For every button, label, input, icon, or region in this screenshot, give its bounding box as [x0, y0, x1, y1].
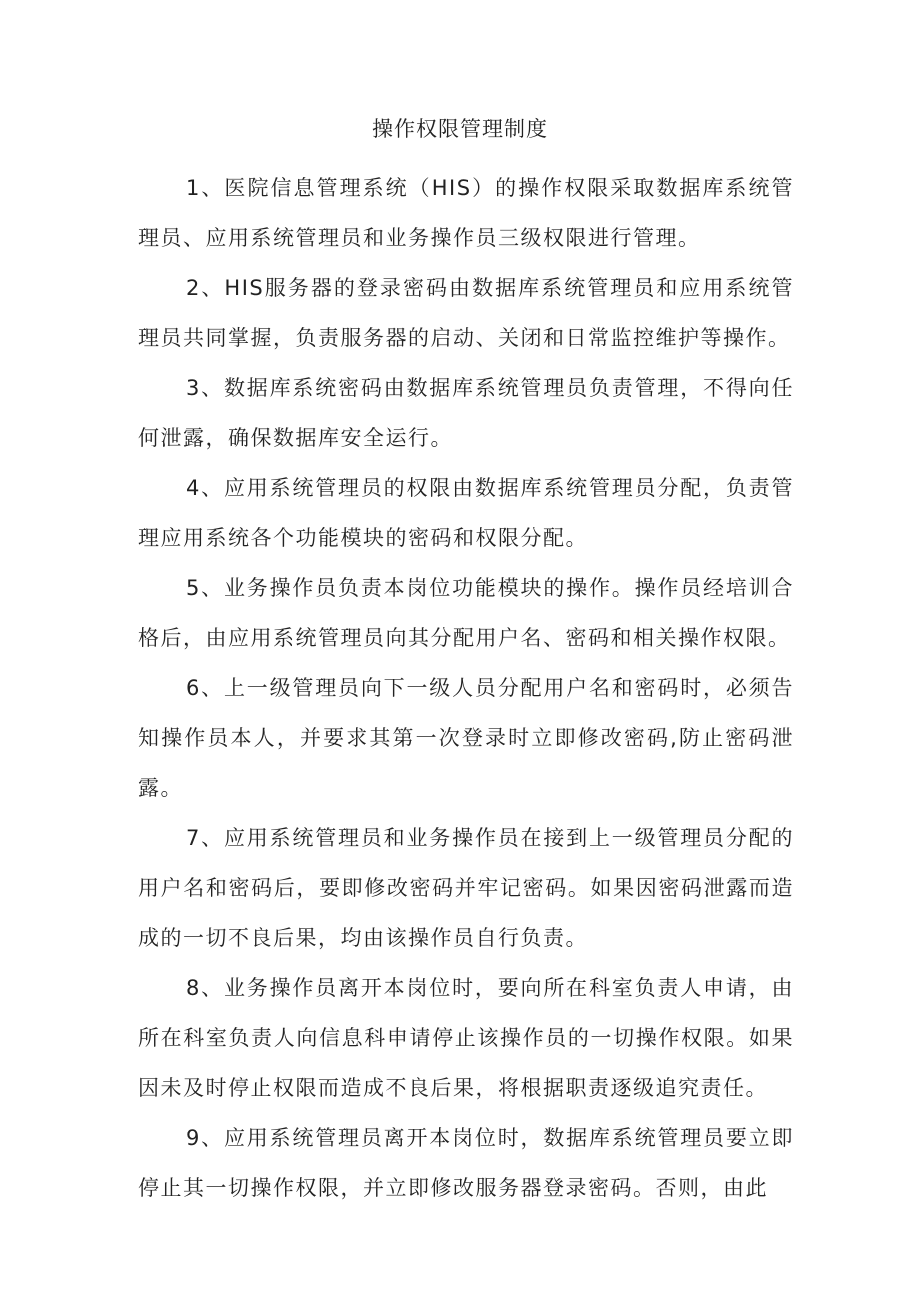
- paragraph-2: 2、HIS服务器的登录密码由数据库系统管理员和应用系统管理员共同掌握，负责服务器的启动、关闭和日常监控维护等操作。: [138, 276, 794, 350]
- paragraph-4: 4、应用系统管理员的权限由数据库系统管理员分配，负责管理应用系统各个功能模块的密码和权限分配。: [138, 476, 794, 550]
- paragraph-9: 9、应用系统管理员离开本岗位时，数据库系统管理员要立即停止其一切操作权限，并立即修改服务器登录密码。否则，由此: [138, 1126, 794, 1200]
- paragraph-8: 8、业务操作员离开本岗位时，要向所在科室负责人申请，由所在科室负责人向信息科申请停止该操作员的一切操作权限。如果因未及时停止权限而造成不良后果，将根据职责逐级追究责任。: [138, 976, 794, 1100]
- paragraph-1: 1、医院信息管理系统（HIS）的操作权限采取数据库系统管理员、应用系统管理员和业务操作员三级权限进行管理。: [138, 176, 794, 250]
- paragraph-6: 6、上一级管理员向下一级人员分配用户名和密码时，必须告知操作员本人，并要求其第一次登录时立即修改密码,防止密码泄露。: [138, 676, 794, 800]
- paragraph-5: 5、业务操作员负责本岗位功能模块的操作。操作员经培训合格后，由应用系统管理员向其分配用户名、密码和相关操作权限。: [138, 576, 794, 650]
- document-title: 操作权限管理制度: [372, 117, 548, 141]
- paragraph-7: 7、应用系统管理员和业务操作员在接到上一级管理员分配的用户名和密码后，要即修改密码并牢记密码。如果因密码泄露而造成的一切不良后果，均由该操作员自行负责。: [138, 826, 794, 950]
- paragraph-3: 3、数据库系统密码由数据库系统管理员负责管理，不得向任何泄露，确保数据库安全运行。: [138, 376, 794, 450]
- document-body: [138, 163, 794, 1213]
